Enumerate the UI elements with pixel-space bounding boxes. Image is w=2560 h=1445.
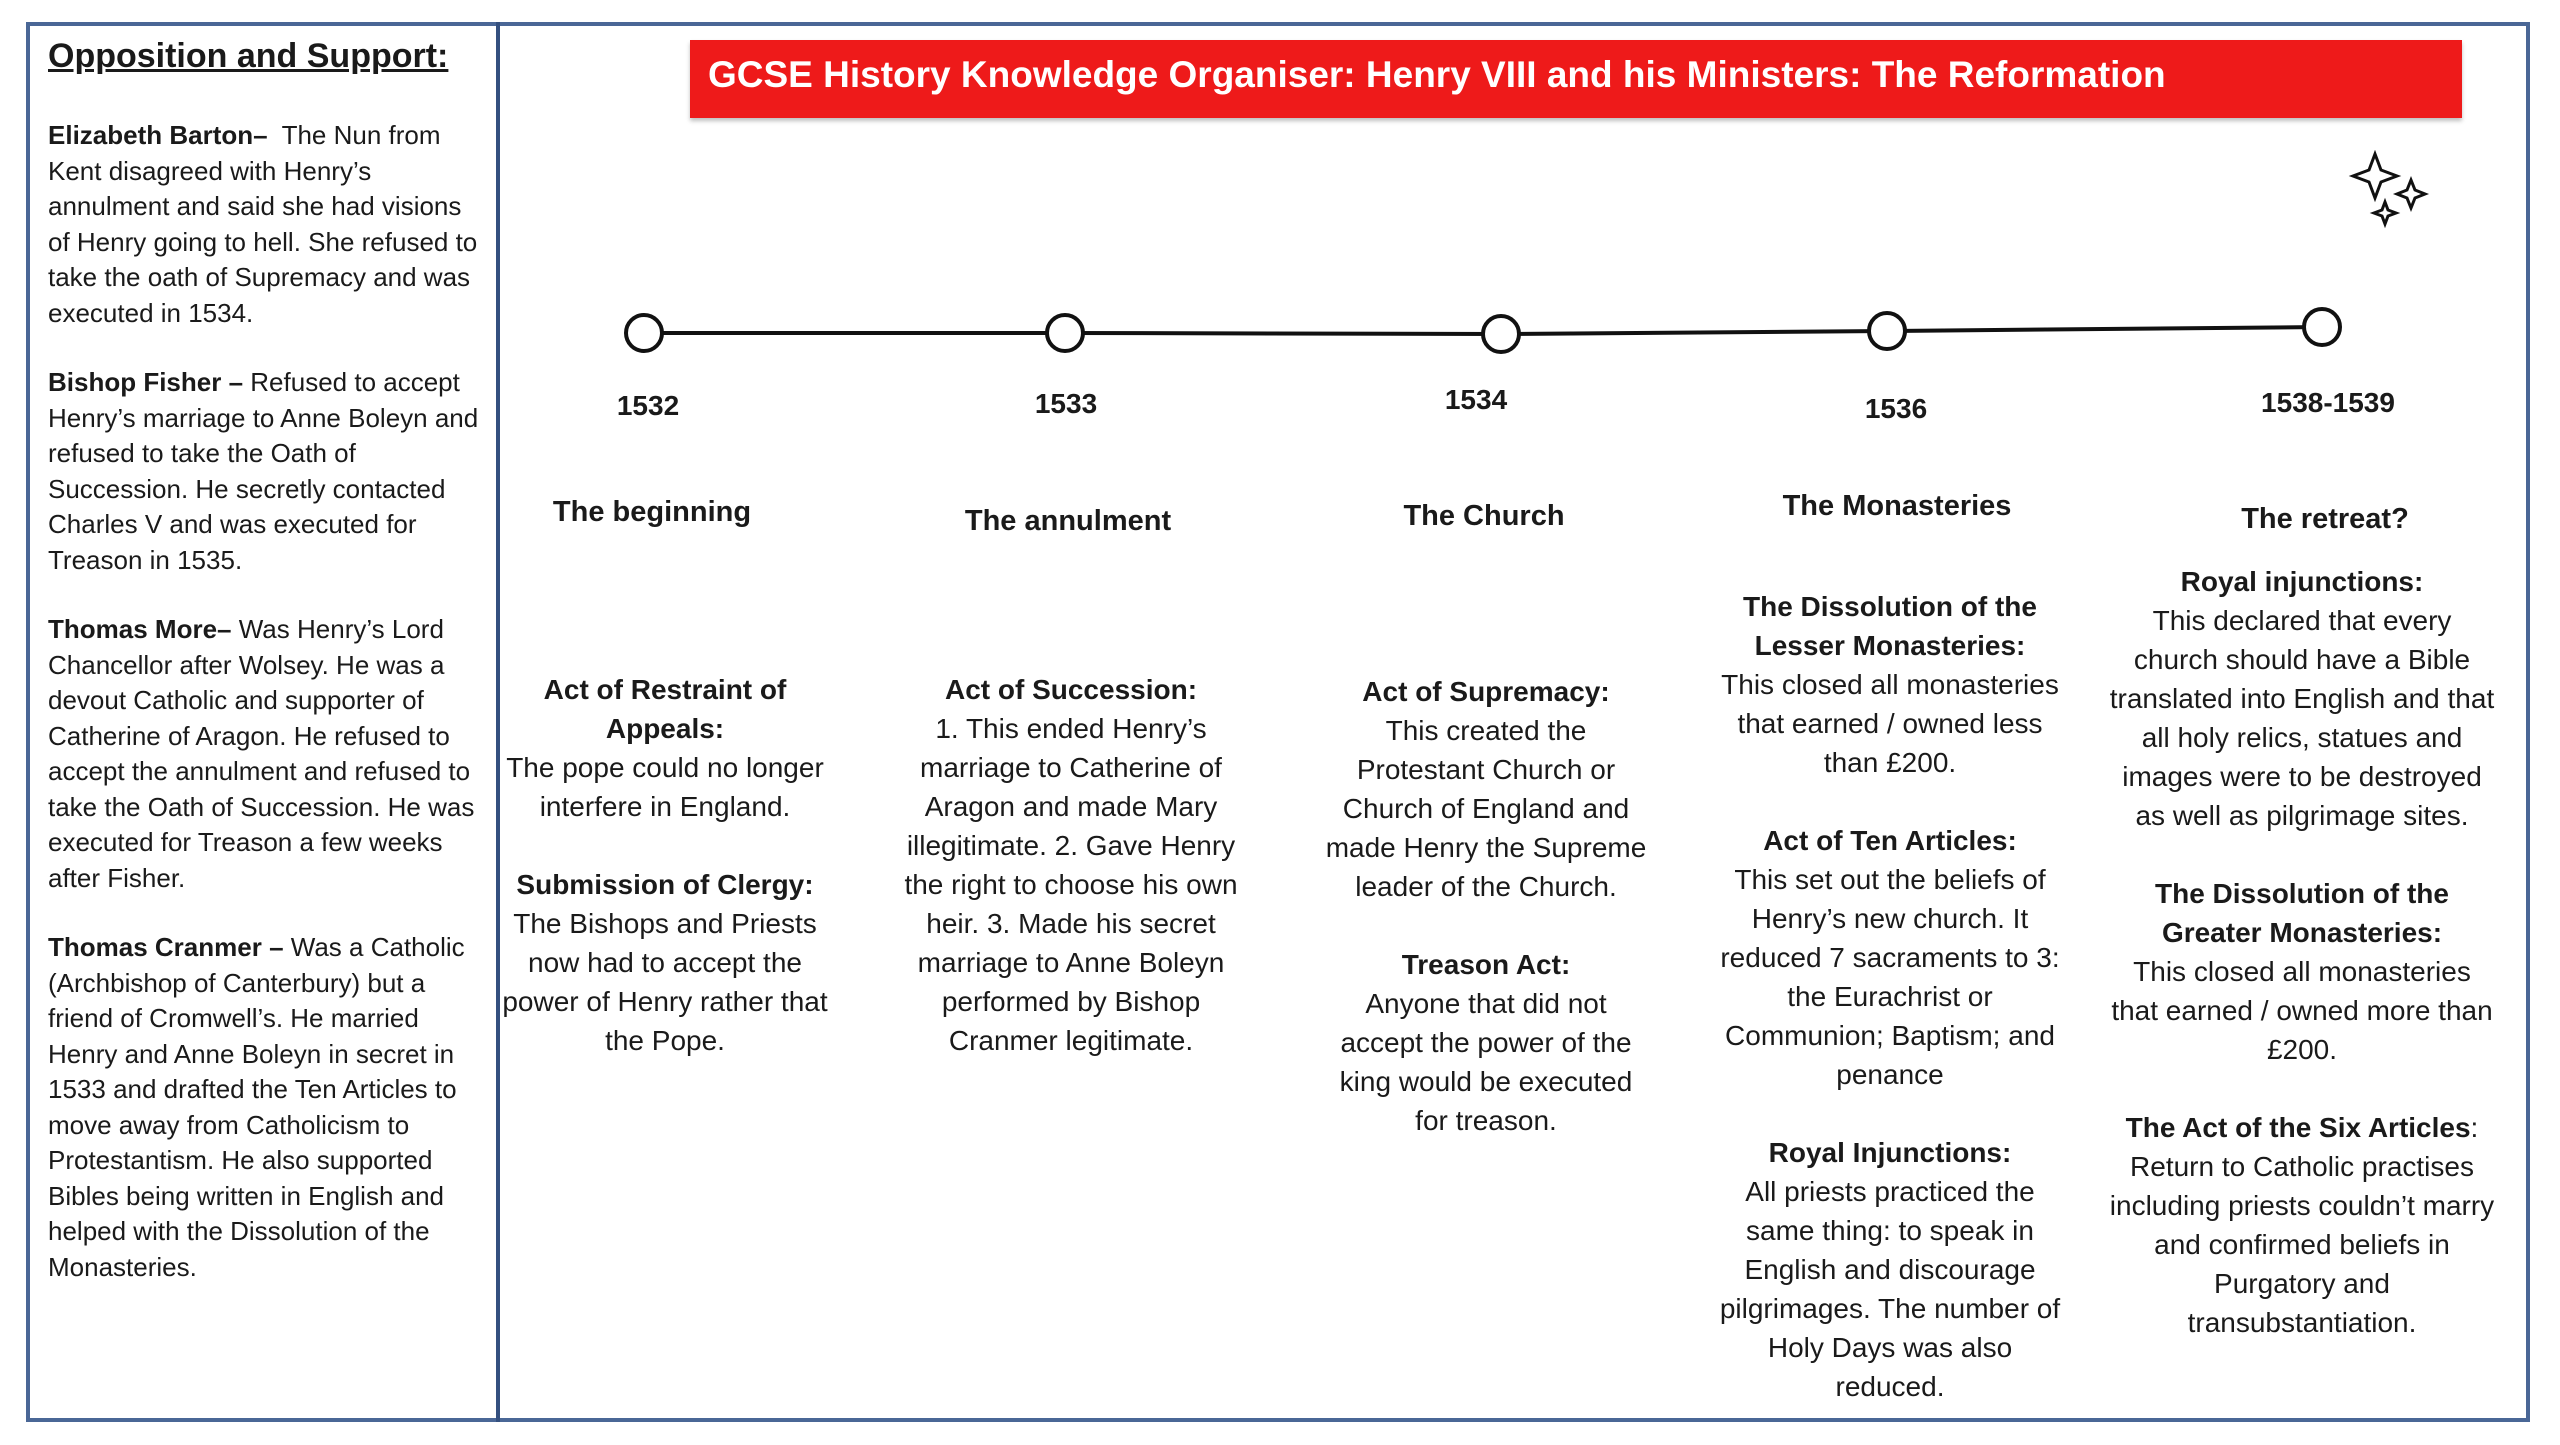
person-name: Thomas Cranmer – (48, 932, 284, 962)
opposition-support-panel (48, 30, 488, 1319)
timeline-year: 1536 (1864, 393, 1928, 424)
event-title: Act of Succession: (944, 674, 1198, 705)
person-entry (48, 365, 488, 578)
event-text: The Bishops and Priests now had to accept the power of Henry rather that the Pope. (502, 908, 828, 1056)
event-block (1718, 587, 2063, 782)
event-title: The Dissolution of the Lesser Monasteries: (1743, 591, 2037, 661)
event-block (895, 670, 1247, 1060)
event-title: Act of Ten Articles: (1763, 825, 2017, 856)
event-text: Anyone that did not accept the power of the king would be executed for treason. (1339, 988, 1633, 1136)
timeline-year: 1532 (616, 390, 680, 421)
person-description: Was a Catholic (Archbishop of Canterbury) but a friend of Cromwell’s. He married Henry and Anne Boleyn in secret in 1533 and drafted the Ten Articles to move away from Catholicism to Protestantism. He also supported Bibles being written in English and helped with the Dissolution of the Monasteries. (48, 932, 465, 1282)
event-text: The pope could no longer interfere in England. (506, 752, 824, 822)
event-block (1324, 672, 1649, 906)
page-title-banner: GCSE History Knowledge Organiser: Henry VIII and his Ministers: The Reformation (690, 40, 2462, 118)
event-block (2110, 1108, 2495, 1342)
timeline-node-1533 (1045, 313, 1085, 353)
timeline-node-1538-1539 (2302, 307, 2342, 347)
timeline-year: 1534 (1444, 384, 1508, 415)
timeline-year: 1533 (1034, 388, 1098, 419)
event-title: The Act of the Six Articles (2125, 1112, 2471, 1143)
event-title-line (2110, 1108, 2495, 1147)
event-text: This set out the beliefs of Henry’s new church. It reduced 7 sacraments to 3: the Eurachrist or Communion; Baptism; and penance (1720, 864, 2060, 1090)
timeline-column-1538-1539 (2110, 562, 2495, 1381)
timeline-column-1533 (895, 670, 1247, 1099)
person-entry (48, 612, 488, 896)
event-title: Treason Act: (1401, 949, 1571, 980)
timeline-node-1534 (1481, 314, 1521, 354)
event-title: Royal Injunctions: (1768, 1137, 2012, 1168)
event-text: This closed all monasteries that earned / owned more than £200. (2111, 956, 2493, 1065)
timeline-column-1536 (1718, 587, 2063, 1445)
event-text: This created the Protestant Church or Church of England and made Henry the Supreme leader of the Church. (1325, 715, 1647, 902)
timeline-column-1534 (1324, 672, 1649, 1179)
person-name: Elizabeth Barton– (48, 120, 268, 150)
panel-title: Opposition and Support: (48, 37, 449, 75)
event-block (1718, 821, 2063, 1094)
event-block (500, 865, 830, 1060)
person-name: Bishop Fisher – (48, 367, 244, 397)
event-text: All priests practiced the same thing: to speak in English and discourage pilgrimages. The number of Holy Days was also reduced. (1719, 1176, 2061, 1402)
event-title: The Dissolution of the Greater Monasteries: (2155, 878, 2449, 948)
timeline-heading: The Church (1403, 500, 1565, 532)
event-block (1718, 1133, 2063, 1406)
event-block (1324, 945, 1649, 1140)
event-title: Submission of Clergy: (516, 869, 814, 900)
event-text: Return to Catholic practises including priests couldn’t marry and confirmed beliefs in Purgatory and transubstantiation. (2109, 1151, 2495, 1338)
timeline-heading: The retreat? (2241, 503, 2409, 535)
event-text: This declared that every church should have a Bible translated into English and that all holy relics, statues and images were to be destroyed as well as pilgrimage sites. (2109, 605, 2495, 831)
timeline-heading: The Monasteries (1782, 490, 2012, 522)
person-entry (48, 930, 488, 1285)
timeline-column-1532 (500, 670, 830, 1099)
event-block (2110, 874, 2495, 1069)
person-entry (48, 118, 488, 331)
event-title: Act of Restraint of Appeals: (543, 674, 787, 744)
event-text: 1. This ended Henry’s marriage to Catherine of Aragon and made Mary illegitimate. 2. Gave Henry the right to choose his own heir. 3. Made his secret marriage to Anne Boleyn performed by Bishop Cranmer legitimate. (904, 713, 1238, 1056)
person-description: Was Henry’s Lord Chancellor after Wolsey. He was a devout Catholic and supporter of Catherine of Aragon. He refused to accept the annulment and refused to take the Oath of Succession. He was executed for Treason a few weeks after Fisher. (48, 614, 475, 893)
person-name: Thomas More– (48, 614, 232, 644)
person-description: The Nun from Kent disagreed with Henry’s annulment and said she had visions of Henry going to hell. She refused to take the oath of Supremacy and was executed in 1534. (48, 120, 478, 328)
event-block (500, 670, 830, 826)
event-title: Act of Supremacy: (1362, 676, 1610, 707)
timeline-year: 1538-1539 (2261, 387, 2395, 418)
timeline-node-1536 (1867, 311, 1907, 351)
event-title-suffix: : (2470, 1112, 2479, 1143)
timeline-heading: The annulment (964, 505, 1172, 537)
sparkle-icon (2345, 150, 2435, 230)
timeline-heading: The beginning (552, 496, 752, 528)
person-description: Refused to accept Henry’s marriage to Anne Boleyn and refused to take the Oath of Succession. He secretly contacted Charles V and was executed for Treason in 1535. (48, 367, 479, 575)
event-block (2110, 562, 2495, 835)
event-title: Royal injunctions: (2180, 566, 2424, 597)
event-text: This closed all monasteries that earned / owned less than £200. (1721, 669, 2059, 778)
timeline-node-1532 (624, 313, 664, 353)
